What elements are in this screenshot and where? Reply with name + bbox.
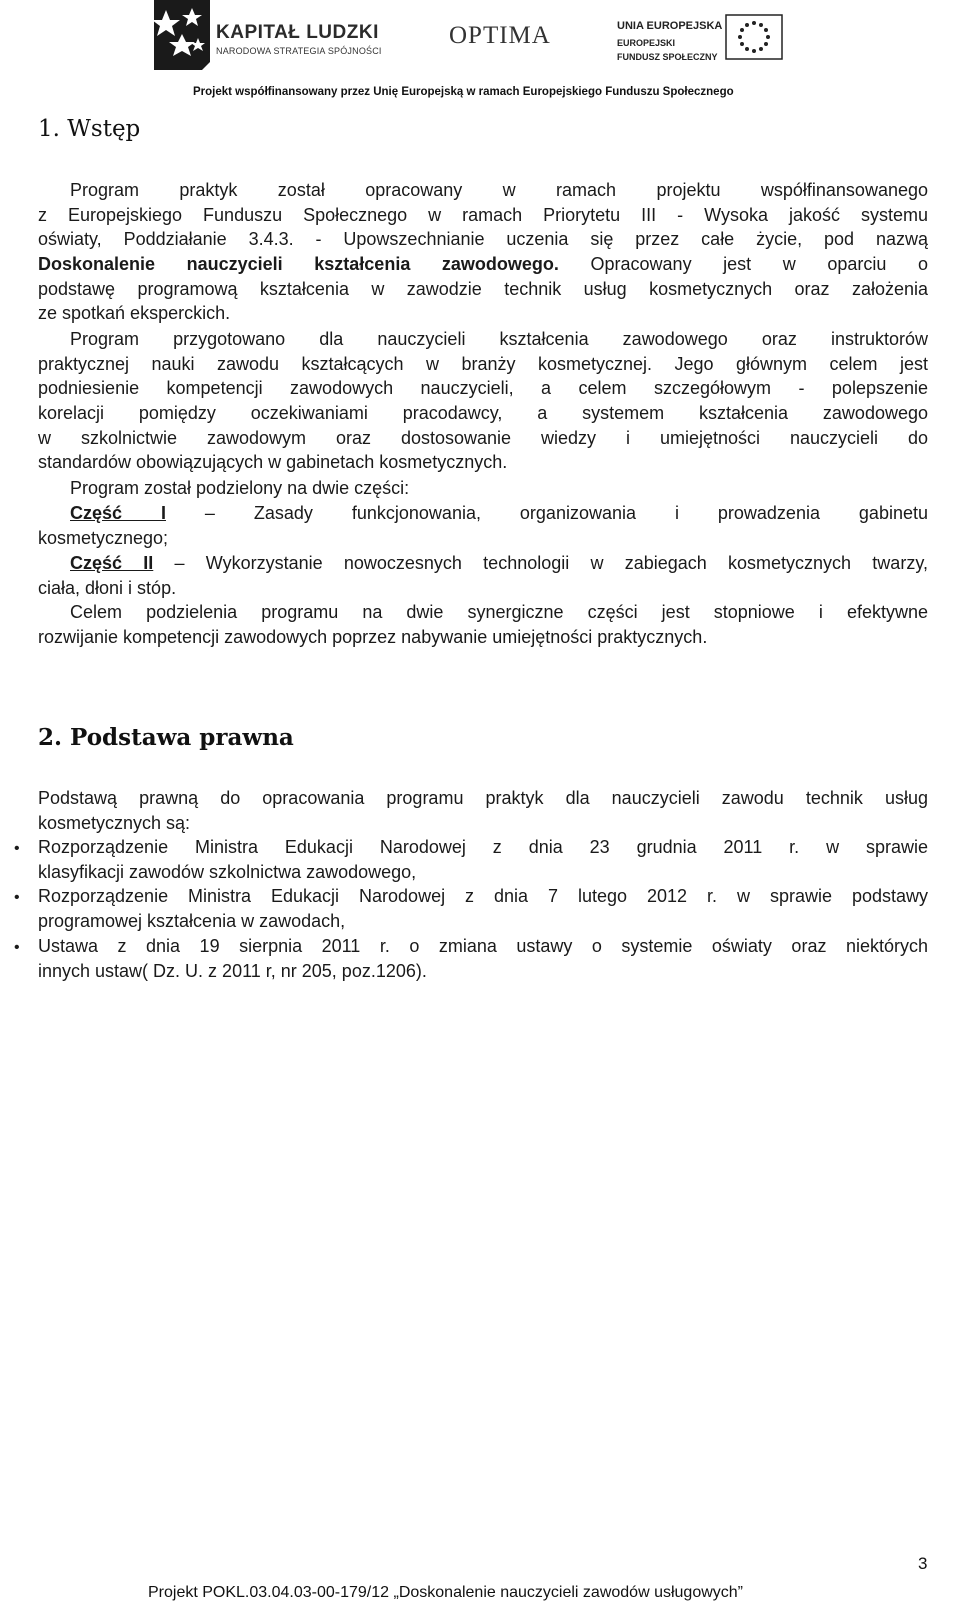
eu-line1: UNIA EUROPEJSKA	[617, 20, 723, 32]
text-line: rozwijanie kompetencji zawodowych poprzez nabywanie umiejętności praktycznych.	[38, 626, 708, 647]
text-line: kosmetycznych są:	[38, 812, 191, 833]
text-line: w szkolnictwie zawodowym oraz dostosowanie wiedzy i umiejętności nauczycieli do	[38, 427, 928, 448]
eu-line2: EUROPEJSKI	[617, 38, 676, 48]
section2-heading: 2. Podstawa prawna	[38, 724, 294, 751]
bullet-icon: •	[14, 939, 20, 956]
parts-intro	[38, 476, 928, 501]
optima-logo: OPTIMA	[449, 22, 551, 49]
text-line: standardów obowiązujących w gabinetach kosmetycznych.	[38, 452, 508, 473]
text-line: klasyfikacji zawodów szkolnictwa zawodowego,	[38, 861, 417, 882]
text-line: Rozporządzenie Ministra Edukacji Narodowej z dnia 23 grudnia 2011 r. w sprawie	[38, 837, 928, 857]
part2-label: Część II	[70, 553, 154, 573]
text-line: Podstawą prawną do opracowania programu praktyk dla nauczycieli zawodu technik usług	[38, 788, 928, 808]
goal-paragraph	[38, 600, 928, 649]
part1-paragraph	[38, 501, 928, 550]
text-fragment: – Zasady funkcjonowania, organizowania i prowadzenia gabinetu	[165, 503, 928, 523]
text-line: korelacji pomiędzy oczekiwaniami pracodawcy, a systemem kształcenia zawodowego	[38, 403, 928, 424]
page-number: 3	[918, 1554, 928, 1573]
text-line: ze spotkań eksperckich.	[38, 303, 231, 324]
text-line: podstawę programową kształcenia w zawodzie technik usług kosmetycznych oraz założenia	[38, 278, 928, 299]
legal-item	[38, 884, 928, 933]
text-fragment: Opracowany jest w oparciu o	[558, 254, 928, 275]
eu-logo	[617, 14, 787, 64]
intro-paragraph	[38, 178, 928, 326]
text-line: kosmetycznego;	[38, 527, 169, 548]
kapital-ludzki-logo	[152, 0, 382, 70]
text-fragment: – Wykorzystanie nowoczesnych technologii w zabiegach kosmetycznych twarzy,	[153, 553, 928, 573]
kapital-ludzki-emblem-icon	[152, 0, 212, 70]
text-line: praktycznej nauki zawodu kształcących w branży kosmetycznej. Jego głównym celem jest	[38, 353, 928, 374]
text-line: Program przygotowano dla nauczycieli kształcenia zawodowego oraz instruktorów	[70, 329, 928, 349]
part2-paragraph	[38, 551, 928, 600]
text-line	[38, 501, 928, 526]
text-line: Ustawa z dnia 19 sierpnia 2011 r. o zmiana ustawy o systemie oświaty oraz niektórych	[38, 936, 928, 956]
text-line: Program został podzielony na dwie części:	[70, 478, 410, 498]
text-line: podniesienie kompetencji zawodowych nauczycieli, a celem szczegółowym - polepszenie	[38, 378, 928, 399]
eu-flag-icon	[725, 14, 783, 60]
text-line	[38, 551, 928, 576]
text-line	[38, 252, 928, 277]
legal-item	[38, 934, 928, 983]
text-line: programowej kształcenia w zawodach,	[38, 910, 346, 931]
text-line: Celem podzielenia programu na dwie synergiczne części jest stopniowe i efektywne	[70, 602, 928, 622]
text-line: oświaty, Poddziałanie 3.4.3. - Upowszechnianie uczenia się przez całe życie, pod nazwą	[38, 229, 928, 250]
footer-text: Projekt POKL.03.04.03-00-179/12 „Doskonalenie nauczycieli zawodów usługowych”	[148, 1584, 743, 1601]
legal-intro	[38, 786, 928, 835]
bullet-icon: •	[14, 889, 20, 906]
legal-item	[38, 835, 928, 884]
text-line: z Europejskiego Funduszu Społecznego w ramach Priorytetu III - Wysoka jakość systemu	[38, 204, 928, 225]
purpose-paragraph	[38, 327, 928, 475]
project-name-bold: Doskonalenie nauczycieli kształcenia zawodowego.	[38, 254, 559, 275]
section1-heading: 1. Wstęp	[38, 116, 141, 142]
text-line: ciała, dłoni i stóp.	[38, 577, 177, 598]
text-line: Program praktyk został opracowany w ramach projektu współfinansowanego	[70, 180, 928, 200]
text-line: innych ustaw( Dz. U. z 2011 r, nr 205, poz.1206).	[38, 960, 427, 981]
header-caption: Projekt współfinansowany przez Unię Europejską w ramach Europejskiego Funduszu Społecznego	[193, 86, 734, 98]
text-line: Rozporządzenie Ministra Edukacji Narodowej z dnia 7 lutego 2012 r. w sprawie podstawy	[38, 886, 928, 906]
eu-line3: FUNDUSZ SPOŁECZNY	[617, 52, 718, 62]
bullet-icon: •	[14, 840, 20, 857]
kl-title: KAPITAŁ LUDZKI	[216, 22, 379, 43]
part1-label: Część I	[70, 503, 166, 523]
kl-subtitle: NARODOWA STRATEGIA SPÓJNOŚCI	[216, 46, 382, 56]
